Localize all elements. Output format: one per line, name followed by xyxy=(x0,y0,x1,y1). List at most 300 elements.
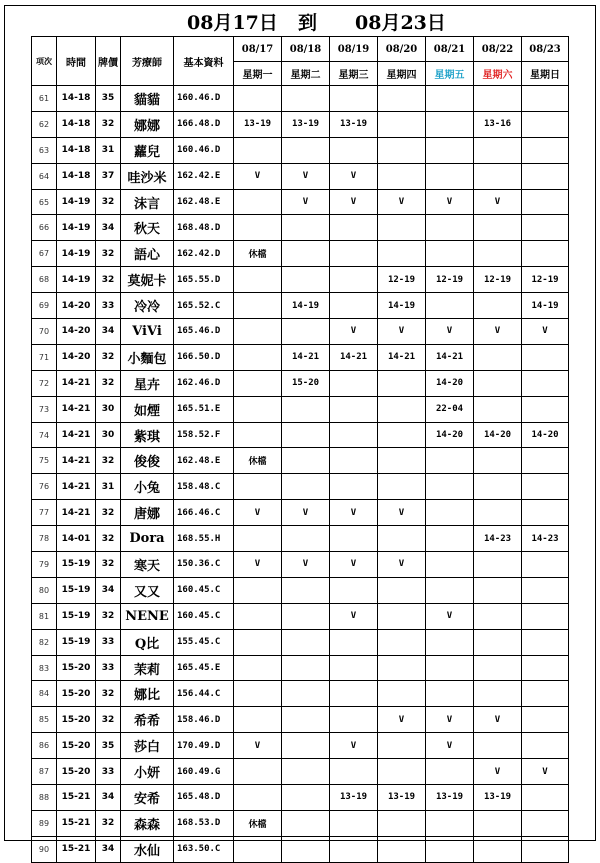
row-time: 14-18 xyxy=(57,86,96,112)
table-row xyxy=(32,344,569,370)
schedule-cell xyxy=(282,422,330,448)
schedule-cell: V xyxy=(522,759,569,785)
schedule-cell xyxy=(522,396,569,422)
schedule-cell: V xyxy=(234,552,282,578)
schedule-cell xyxy=(282,267,330,293)
schedule-cell xyxy=(378,370,426,396)
row-number: 64 xyxy=(32,163,57,189)
schedule-cell: 14-21 xyxy=(378,344,426,370)
table-header xyxy=(32,37,569,86)
row-number: 61 xyxy=(32,86,57,112)
table-row xyxy=(32,396,569,422)
schedule-cell xyxy=(330,577,378,603)
schedule-cell: 12-19 xyxy=(378,267,426,293)
schedule-cell xyxy=(234,293,282,319)
table-row xyxy=(32,474,569,500)
schedule-cell xyxy=(378,422,426,448)
row-price: 32 xyxy=(96,810,121,836)
therapist-info: 168.55.H xyxy=(174,526,234,552)
row-number: 74 xyxy=(32,422,57,448)
therapist-info: 168.53.D xyxy=(174,810,234,836)
therapist-info: 160.49.G xyxy=(174,759,234,785)
schedule-cell xyxy=(378,526,426,552)
therapist-name: 星卉 xyxy=(121,370,174,396)
schedule-cell: 14-21 xyxy=(330,344,378,370)
header-no: 项次 xyxy=(32,37,57,86)
therapist-name: 娜比 xyxy=(121,681,174,707)
schedule-cell xyxy=(522,189,569,215)
row-time: 15-20 xyxy=(57,707,96,733)
schedule-cell xyxy=(426,86,474,112)
schedule-cell xyxy=(522,836,569,862)
row-price: 32 xyxy=(96,267,121,293)
row-number: 80 xyxy=(32,577,57,603)
schedule-cell: 休檔 xyxy=(234,241,282,267)
schedule-cell: V xyxy=(282,189,330,215)
schedule-cell xyxy=(282,655,330,681)
schedule-cell xyxy=(474,293,522,319)
table-row xyxy=(32,137,569,163)
schedule-cell xyxy=(522,500,569,526)
schedule-cell xyxy=(426,474,474,500)
header-date: 08/20 xyxy=(378,37,426,62)
schedule-cell xyxy=(522,344,569,370)
schedule-cell xyxy=(474,733,522,759)
therapist-info: 162.42.D xyxy=(174,241,234,267)
row-time: 15-19 xyxy=(57,552,96,578)
header-date: 08/23 xyxy=(522,37,569,62)
schedule-cell xyxy=(330,422,378,448)
therapist-name: 秋天 xyxy=(121,215,174,241)
therapist-info: 168.48.D xyxy=(174,215,234,241)
schedule-cell xyxy=(378,111,426,137)
schedule-cell: V xyxy=(522,319,569,345)
schedule-cell xyxy=(474,836,522,862)
schedule-cell xyxy=(330,448,378,474)
header-weekday: 星期三 xyxy=(330,62,378,86)
schedule-cell xyxy=(330,137,378,163)
therapist-name: ViVi xyxy=(121,319,174,345)
schedule-cell: 14-19 xyxy=(378,293,426,319)
row-price: 32 xyxy=(96,681,121,707)
table-row xyxy=(32,241,569,267)
schedule-cell xyxy=(282,396,330,422)
schedule-cell xyxy=(474,448,522,474)
header-weekday: 星期日 xyxy=(522,62,569,86)
therapist-name: 哇沙米 xyxy=(121,163,174,189)
therapist-name: 森森 xyxy=(121,810,174,836)
table-row xyxy=(32,215,569,241)
table-row xyxy=(32,293,569,319)
therapist-name: 莎白 xyxy=(121,733,174,759)
therapist-info: 160.46.D xyxy=(174,137,234,163)
row-price: 35 xyxy=(96,733,121,759)
schedule-cell xyxy=(330,267,378,293)
table-row xyxy=(32,629,569,655)
table-row xyxy=(32,189,569,215)
therapist-info: 158.46.D xyxy=(174,707,234,733)
schedule-cell xyxy=(474,655,522,681)
schedule-cell xyxy=(522,785,569,811)
schedule-cell xyxy=(522,707,569,733)
row-time: 14-21 xyxy=(57,370,96,396)
schedule-cell: 14-20 xyxy=(426,422,474,448)
schedule-cell xyxy=(282,836,330,862)
row-time: 14-18 xyxy=(57,163,96,189)
schedule-cell xyxy=(426,293,474,319)
therapist-name: 貓貓 xyxy=(121,86,174,112)
therapist-info: 160.46.D xyxy=(174,86,234,112)
row-time: 15-19 xyxy=(57,577,96,603)
schedule-cell: 12-19 xyxy=(426,267,474,293)
schedule-cell xyxy=(282,681,330,707)
schedule-cell: 休檔 xyxy=(234,448,282,474)
therapist-name: 又又 xyxy=(121,577,174,603)
row-time: 14-21 xyxy=(57,396,96,422)
table-row xyxy=(32,526,569,552)
row-price: 35 xyxy=(96,86,121,112)
therapist-info: 166.48.D xyxy=(174,111,234,137)
schedule-cell xyxy=(378,603,426,629)
row-time: 14-21 xyxy=(57,422,96,448)
schedule-cell xyxy=(234,629,282,655)
row-price: 32 xyxy=(96,448,121,474)
schedule-cell xyxy=(426,500,474,526)
schedule-cell xyxy=(474,396,522,422)
row-number: 88 xyxy=(32,785,57,811)
schedule-cell xyxy=(330,707,378,733)
schedule-cell xyxy=(426,681,474,707)
schedule-title xyxy=(0,8,600,34)
table-row xyxy=(32,111,569,137)
table-row xyxy=(32,733,569,759)
schedule-cell: V xyxy=(282,500,330,526)
schedule-cell: 14-20 xyxy=(522,422,569,448)
header-weekday: 星期二 xyxy=(282,62,330,86)
schedule-cell: V xyxy=(234,163,282,189)
schedule-cell xyxy=(378,577,426,603)
schedule-cell: V xyxy=(330,500,378,526)
schedule-cell: 15-20 xyxy=(282,370,330,396)
row-price: 32 xyxy=(96,552,121,578)
therapist-info: 162.48.E xyxy=(174,189,234,215)
schedule-cell: 休檔 xyxy=(234,810,282,836)
therapist-info: 160.45.C xyxy=(174,603,234,629)
schedule-cell xyxy=(474,344,522,370)
schedule-cell xyxy=(474,603,522,629)
schedule-cell xyxy=(522,111,569,137)
schedule-cell: V xyxy=(378,500,426,526)
schedule-cell: V xyxy=(426,707,474,733)
schedule-cell xyxy=(426,655,474,681)
schedule-cell xyxy=(234,422,282,448)
schedule-cell xyxy=(234,189,282,215)
header-date: 08/19 xyxy=(330,37,378,62)
header-price: 牌價 xyxy=(96,37,121,86)
schedule-cell xyxy=(234,526,282,552)
row-time: 15-20 xyxy=(57,681,96,707)
schedule-cell xyxy=(426,163,474,189)
schedule-cell xyxy=(378,86,426,112)
schedule-cell: 14-21 xyxy=(426,344,474,370)
row-number: 71 xyxy=(32,344,57,370)
row-number: 65 xyxy=(32,189,57,215)
schedule-cell: V xyxy=(378,707,426,733)
row-price: 34 xyxy=(96,319,121,345)
schedule-cell xyxy=(330,629,378,655)
row-price: 30 xyxy=(96,422,121,448)
row-number: 67 xyxy=(32,241,57,267)
schedule-cell xyxy=(426,137,474,163)
row-number: 66 xyxy=(32,215,57,241)
schedule-cell: 13-19 xyxy=(330,111,378,137)
table-row xyxy=(32,370,569,396)
schedule-cell xyxy=(234,785,282,811)
schedule-cell xyxy=(282,526,330,552)
schedule-cell xyxy=(378,629,426,655)
row-time: 15-21 xyxy=(57,785,96,811)
schedule-cell xyxy=(282,759,330,785)
therapist-name: 安希 xyxy=(121,785,174,811)
schedule-cell xyxy=(378,655,426,681)
row-time: 15-20 xyxy=(57,733,96,759)
schedule-cell: V xyxy=(378,189,426,215)
therapist-info: 160.45.C xyxy=(174,577,234,603)
schedule-cell xyxy=(378,215,426,241)
schedule-cell xyxy=(378,448,426,474)
schedule-cell xyxy=(474,810,522,836)
row-number: 85 xyxy=(32,707,57,733)
schedule-cell xyxy=(330,474,378,500)
schedule-cell xyxy=(378,681,426,707)
schedule-cell xyxy=(474,681,522,707)
row-price: 37 xyxy=(96,163,121,189)
schedule-cell xyxy=(522,215,569,241)
row-number: 72 xyxy=(32,370,57,396)
table-row xyxy=(32,577,569,603)
row-time: 15-19 xyxy=(57,629,96,655)
schedule-cell xyxy=(426,111,474,137)
row-number: 86 xyxy=(32,733,57,759)
schedule-cell: V xyxy=(426,603,474,629)
row-number: 77 xyxy=(32,500,57,526)
therapist-name: 蘿兒 xyxy=(121,137,174,163)
schedule-cell xyxy=(378,241,426,267)
row-number: 90 xyxy=(32,836,57,862)
therapist-info: 162.46.D xyxy=(174,370,234,396)
row-price: 34 xyxy=(96,215,121,241)
therapist-name: 俊俊 xyxy=(121,448,174,474)
row-time: 14-21 xyxy=(57,448,96,474)
schedule-cell xyxy=(474,86,522,112)
schedule-cell xyxy=(522,655,569,681)
schedule-cell: V xyxy=(378,552,426,578)
therapist-info: 162.48.E xyxy=(174,448,234,474)
row-price: 32 xyxy=(96,370,121,396)
therapist-name: 小兔 xyxy=(121,474,174,500)
row-time: 15-19 xyxy=(57,603,96,629)
header-info: 基本資料 xyxy=(174,37,234,86)
schedule-cell: V xyxy=(474,189,522,215)
therapist-info: 163.50.C xyxy=(174,836,234,862)
row-number: 79 xyxy=(32,552,57,578)
schedule-cell: V xyxy=(234,500,282,526)
row-number: 70 xyxy=(32,319,57,345)
title-end-date: 08月23日 xyxy=(355,12,446,34)
row-number: 89 xyxy=(32,810,57,836)
therapist-name: 冷冷 xyxy=(121,293,174,319)
schedule-cell xyxy=(426,241,474,267)
schedule-cell xyxy=(282,319,330,345)
schedule-cell xyxy=(522,241,569,267)
row-time: 15-20 xyxy=(57,655,96,681)
schedule-cell xyxy=(522,733,569,759)
schedule-cell: 14-20 xyxy=(474,422,522,448)
therapist-name: 莫妮卡 xyxy=(121,267,174,293)
therapist-info: 162.42.E xyxy=(174,163,234,189)
row-time: 14-19 xyxy=(57,267,96,293)
therapist-info: 155.45.C xyxy=(174,629,234,655)
therapist-info: 156.44.C xyxy=(174,681,234,707)
table-row xyxy=(32,655,569,681)
header-date: 08/21 xyxy=(426,37,474,62)
schedule-cell xyxy=(234,370,282,396)
schedule-cell: 13-19 xyxy=(330,785,378,811)
schedule-cell xyxy=(474,137,522,163)
header-weekday: 星期一 xyxy=(234,62,282,86)
schedule-cell xyxy=(522,603,569,629)
schedule-cell xyxy=(426,836,474,862)
row-number: 73 xyxy=(32,396,57,422)
therapist-info: 150.36.C xyxy=(174,552,234,578)
schedule-cell xyxy=(282,603,330,629)
schedule-cell xyxy=(282,215,330,241)
schedule-cell: V xyxy=(282,552,330,578)
row-time: 14-18 xyxy=(57,111,96,137)
table-row xyxy=(32,422,569,448)
row-number: 84 xyxy=(32,681,57,707)
schedule-cell xyxy=(522,474,569,500)
schedule-cell xyxy=(378,474,426,500)
row-price: 32 xyxy=(96,344,121,370)
schedule-cell xyxy=(522,137,569,163)
schedule-cell xyxy=(378,137,426,163)
schedule-cell xyxy=(330,396,378,422)
therapist-name: Dora xyxy=(121,526,174,552)
schedule-cell: V xyxy=(378,319,426,345)
therapist-info: 165.48.D xyxy=(174,785,234,811)
row-number: 76 xyxy=(32,474,57,500)
therapist-info: 170.49.D xyxy=(174,733,234,759)
title-to: 到 xyxy=(298,12,318,34)
schedule-cell xyxy=(474,241,522,267)
schedule-cell xyxy=(282,707,330,733)
schedule-cell xyxy=(522,681,569,707)
table-row xyxy=(32,681,569,707)
row-time: 14-20 xyxy=(57,344,96,370)
schedule-cell: V xyxy=(330,163,378,189)
therapist-info: 158.48.C xyxy=(174,474,234,500)
header-date: 08/22 xyxy=(474,37,522,62)
schedule-cell xyxy=(234,319,282,345)
therapist-name: 如煙 xyxy=(121,396,174,422)
row-price: 31 xyxy=(96,137,121,163)
row-price: 31 xyxy=(96,474,121,500)
therapist-name: Q比 xyxy=(121,629,174,655)
therapist-info: 158.52.F xyxy=(174,422,234,448)
table-row xyxy=(32,810,569,836)
table-row xyxy=(32,707,569,733)
schedule-cell xyxy=(474,500,522,526)
schedule-cell: V xyxy=(474,319,522,345)
schedule-cell xyxy=(522,370,569,396)
schedule-cell: V xyxy=(330,552,378,578)
schedule-cell xyxy=(474,552,522,578)
row-time: 14-19 xyxy=(57,215,96,241)
schedule-cell: 14-19 xyxy=(282,293,330,319)
schedule-cell xyxy=(282,577,330,603)
therapist-info: 165.52.C xyxy=(174,293,234,319)
row-price: 33 xyxy=(96,655,121,681)
schedule-cell xyxy=(426,526,474,552)
schedule-cell xyxy=(522,163,569,189)
therapist-name: 茉莉 xyxy=(121,655,174,681)
therapist-name: 水仙 xyxy=(121,836,174,862)
schedule-cell xyxy=(234,603,282,629)
schedule-cell: 13-19 xyxy=(378,785,426,811)
row-number: 69 xyxy=(32,293,57,319)
header-date: 08/17 xyxy=(234,37,282,62)
table-row xyxy=(32,448,569,474)
table-row xyxy=(32,500,569,526)
therapist-info: 165.51.E xyxy=(174,396,234,422)
row-number: 82 xyxy=(32,629,57,655)
therapist-name: 唐娜 xyxy=(121,500,174,526)
table-row xyxy=(32,603,569,629)
schedule-cell xyxy=(522,577,569,603)
schedule-cell xyxy=(474,474,522,500)
table-row xyxy=(32,86,569,112)
schedule-cell: 13-19 xyxy=(426,785,474,811)
table-row xyxy=(32,267,569,293)
schedule-table xyxy=(31,36,569,863)
schedule-cell xyxy=(234,344,282,370)
schedule-cell xyxy=(234,474,282,500)
schedule-cell: 14-19 xyxy=(522,293,569,319)
schedule-cell: 12-19 xyxy=(474,267,522,293)
schedule-cell: 12-19 xyxy=(522,267,569,293)
schedule-cell: V xyxy=(426,319,474,345)
schedule-cell xyxy=(522,448,569,474)
schedule-cell: 13-16 xyxy=(474,111,522,137)
row-number: 63 xyxy=(32,137,57,163)
therapist-info: 165.55.D xyxy=(174,267,234,293)
therapist-name: 寒天 xyxy=(121,552,174,578)
schedule-cell xyxy=(522,629,569,655)
header-weekday-friday: 星期五 xyxy=(426,62,474,86)
schedule-cell: V xyxy=(474,759,522,785)
therapist-name: 小麵包 xyxy=(121,344,174,370)
row-number: 68 xyxy=(32,267,57,293)
header-date: 08/18 xyxy=(282,37,330,62)
schedule-cell xyxy=(378,810,426,836)
schedule-cell xyxy=(330,293,378,319)
schedule-cell xyxy=(282,448,330,474)
therapist-name: 語心 xyxy=(121,241,174,267)
schedule-cell xyxy=(330,526,378,552)
schedule-cell xyxy=(234,759,282,785)
schedule-cell xyxy=(282,474,330,500)
